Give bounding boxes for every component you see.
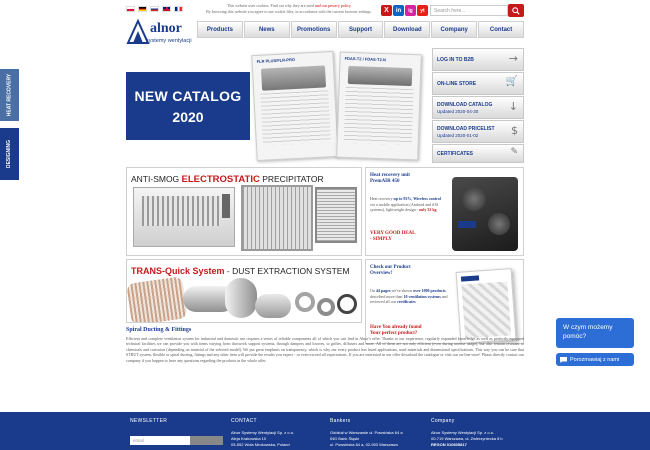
catalog-page-right-label: FDAS-T2 / FDAS-T2-N — [344, 55, 387, 63]
catalog-page-right — [336, 52, 422, 161]
chat-button-label: Porozmawiaj z nami — [570, 356, 620, 363]
newsletter-title: NEWSLETTER — [130, 418, 168, 424]
flag-de-icon[interactable] — [138, 6, 147, 12]
download-catalog-date: Updated 2020-04-30 — [437, 109, 479, 114]
chat-icon — [560, 357, 567, 363]
footer-newsletter — [130, 418, 167, 430]
overview-brochure-image — [456, 268, 517, 344]
nav-support[interactable]: Support — [338, 21, 384, 38]
flag-fr-icon[interactable] — [174, 6, 183, 12]
tq-hose-image — [126, 276, 187, 323]
description-body: Efficient and complete ventilation system for industrial and domestic use requires a series of reliable components all of which you can find in Alnor's offer. Thanks to our experience, regularly expanded knowledge as well as perfectly equipped technical facilities we can provide you with items varying from ductwork support systems, through dampers and louvres, to grilles, diffusers and more. All of them are not only efficient (even during intense usage), but also remain resistant to chemicals and corrosion (depending on material of the selected model). We put great emphasis on transparency, which is why our every product has listed applications, used materials and dimensional specifications. This way you can be sure that STRUT system, flexible or spiral ducting, fittings and any other item will provide the results you expect - or even exceed all expectations. If you are interested in our offer download the catalogue or visit our on-line store! Please directly contact our company if you happen to have any questions regarding the products in the whole offer. — [126, 336, 524, 363]
contact-title: CONTACT — [231, 418, 257, 424]
download-pricelist-label: DOWNLOAD PRICELIST — [437, 126, 495, 132]
premair-title — [370, 173, 410, 185]
chat-bubble[interactable]: W czym możemy pomóc? — [556, 318, 634, 348]
flag-pl-icon[interactable] — [126, 6, 135, 12]
promo-tq-suffix: - DUST EXTRACTION SYSTEM — [224, 266, 350, 276]
side-tab-designing[interactable] — [0, 128, 19, 180]
newsletter-submit-button[interactable] — [190, 436, 223, 445]
overview-cta-line1: Have You already found — [370, 325, 422, 330]
promo-tq-bold: TRANS-Quick System — [131, 266, 225, 276]
esp-device-image — [133, 187, 235, 247]
company-title: Company — [431, 418, 455, 424]
premair-desc-b: up to 93%, Wireless control — [393, 196, 441, 201]
promo-heat-recovery-premair[interactable] — [365, 167, 524, 256]
promo-trans-quick[interactable] — [126, 259, 362, 323]
chat-button[interactable] — [556, 353, 634, 366]
download-catalog-button[interactable] — [432, 96, 524, 119]
premair-desc-a: Heat recovery — [370, 196, 394, 201]
alnor-logo[interactable] — [126, 19, 198, 49]
cookie-notice — [196, 3, 382, 14]
premair-unit-image — [452, 177, 518, 251]
login-b2b-button[interactable] — [432, 48, 524, 71]
flag-gb-icon[interactable] — [162, 6, 171, 12]
nav-promotions[interactable]: Promotions — [291, 21, 337, 38]
footer-contact — [231, 418, 294, 448]
premair-desc-c: via a mobile application (Android and iOS systems), lightweight design - — [370, 201, 439, 212]
logo-name: alnor — [150, 21, 182, 36]
company-line: REGON 010605817 — [431, 442, 467, 447]
login-arrow-icon: → — [508, 52, 518, 65]
cart-icon: 🛒 — [505, 76, 518, 87]
newsletter-email-input[interactable]: email — [130, 436, 190, 445]
overview-desc-e: , described more than — [370, 288, 447, 299]
contact-line: 05-552 Wola Mrokowska, Poland — [231, 442, 290, 447]
overview-desc-g: and reviewed all our — [370, 293, 448, 304]
overview-desc-h: certificates — [397, 299, 416, 304]
main-nav — [197, 21, 524, 38]
online-store-button[interactable] — [432, 72, 524, 95]
bankers-line: ul. Powsińska 64 a, 02-903 Warszawa — [330, 442, 398, 447]
side-tab-heat-recovery[interactable] — [0, 69, 19, 121]
company-line: Alnor Systemy Wentylacji Sp. z o.o. — [431, 430, 495, 435]
certificates-button[interactable] — [432, 144, 524, 163]
premair-description — [370, 196, 446, 213]
premair-cta-line2: - SIMPLY — [370, 237, 392, 242]
banner-year: 2020 — [172, 109, 204, 125]
search-button[interactable] — [508, 4, 524, 17]
x-icon[interactable]: X — [381, 5, 392, 16]
footer-company — [431, 418, 503, 448]
premair-desc-d: only 32 kg — [419, 207, 437, 212]
instagram-icon[interactable]: ig — [405, 5, 416, 16]
promo-esp-suffix: PRECIPITATOR — [259, 174, 324, 184]
overview-cta-line2: Your perfect product? — [370, 331, 418, 336]
social-links — [381, 5, 428, 16]
contact-line: Alnor Systemy Wentylacji Sp. z o.o. — [231, 430, 295, 435]
bankers-title: Bankers — [330, 418, 351, 424]
search-input[interactable]: Search here... — [430, 5, 508, 16]
promo-product-overview[interactable] — [365, 259, 524, 344]
youtube-icon[interactable]: yt — [417, 5, 428, 16]
nav-products[interactable]: Products — [197, 21, 243, 38]
nav-download[interactable]: Download — [384, 21, 430, 38]
premair-title-line1: Heat recovery unit — [370, 173, 410, 178]
overview-desc-c: we've shown — [390, 288, 414, 293]
overview-desc-f: 10 ventilation systems — [403, 293, 441, 299]
logo-tagline: systemy wentylacji — [146, 38, 192, 44]
overview-desc-b: 44 pages — [375, 288, 391, 293]
download-pricelist-button[interactable] — [432, 120, 524, 143]
nav-contact[interactable]: Contact — [478, 21, 524, 38]
download-pricelist-date: Updated 2020-01-02 — [437, 133, 479, 138]
premair-cta-line1: VERY GOOD DEAL — [370, 231, 416, 236]
promo-esp-title — [131, 174, 324, 185]
nav-company[interactable]: Company — [431, 21, 477, 38]
cookie-text: This website uses cookies. Find out why they are used — [227, 3, 314, 8]
tq-fittings-image — [295, 290, 359, 320]
catalog-text-block-2 — [344, 87, 414, 145]
flag-ru-icon[interactable] — [150, 6, 159, 12]
premair-cta — [370, 231, 415, 243]
overview-title-line2: Overview! — [370, 271, 393, 276]
tq-ducts-image — [183, 278, 293, 322]
esp-filter-image — [241, 185, 313, 251]
promo-esp-prefix: ANTI-SMOG — [131, 174, 182, 184]
premair-title-line2: PremAIR 450 — [370, 179, 400, 184]
banner-blue-box — [126, 72, 250, 140]
catalog-page-left — [251, 51, 338, 161]
catalog-image-2 — [348, 66, 413, 86]
bankers-line: Oddział w Warszawie ul. Powsińska 64 a — [330, 430, 403, 435]
linkedin-icon[interactable]: in — [393, 5, 404, 16]
download-icon: ↓ — [508, 100, 518, 113]
banner-title: NEW CATALOG — [134, 88, 242, 104]
side-tab-designing-label: DESIGNING — [6, 139, 13, 169]
search-icon — [512, 7, 520, 15]
login-b2b-label: LOG IN TO B2B — [437, 57, 474, 63]
promo-electrostatic-precipitator[interactable] — [126, 167, 362, 256]
bankers-line: ING Bank Śląski — [330, 436, 360, 441]
side-tab-heat-recovery-label: HEAT RECOVERY — [6, 73, 13, 117]
overview-title-line1: Check our Product — [370, 265, 411, 270]
description-title: Spiral Ducting & Fittings — [126, 327, 192, 333]
download-catalog-label: DOWNLOAD CATALOG — [437, 102, 493, 108]
privacy-policy-link[interactable]: and our privacy policy — [314, 3, 351, 8]
overview-title — [370, 265, 411, 277]
catalog-image — [261, 65, 326, 90]
footer — [0, 412, 650, 450]
company-line: 00-719 Warszawa, ul. Zwierzyniecka 8 b — [431, 436, 503, 441]
overview-description — [370, 288, 448, 305]
contact-line: Aleja Krakowska 10 — [231, 436, 267, 441]
language-flags — [126, 6, 183, 12]
dollar-icon: $ — [511, 124, 518, 137]
cookie-text-2: By browsing this website you agree to use cookie files, in accordance with the current browser settings. — [206, 8, 372, 14]
esp-cell-image — [315, 187, 357, 243]
overview-desc-d: over 1000 products — [413, 288, 446, 293]
certificates-label: CERTIFICATES — [437, 151, 474, 157]
catalog-text-block — [260, 90, 331, 145]
catalog-banner[interactable] — [126, 47, 430, 164]
footer-bankers — [330, 418, 403, 448]
certificate-icon: ✎ — [510, 147, 518, 157]
online-store-label: ON-LINE STORE — [437, 81, 477, 87]
promo-tq-title — [131, 266, 350, 276]
promo-esp-bold: ELECTROSTATIC — [181, 174, 260, 185]
nav-news[interactable]: News — [244, 21, 290, 38]
overview-desc-a: On — [370, 288, 376, 293]
catalog-page-left-label: FLR PLUS/FLR-PRO — [256, 56, 296, 64]
